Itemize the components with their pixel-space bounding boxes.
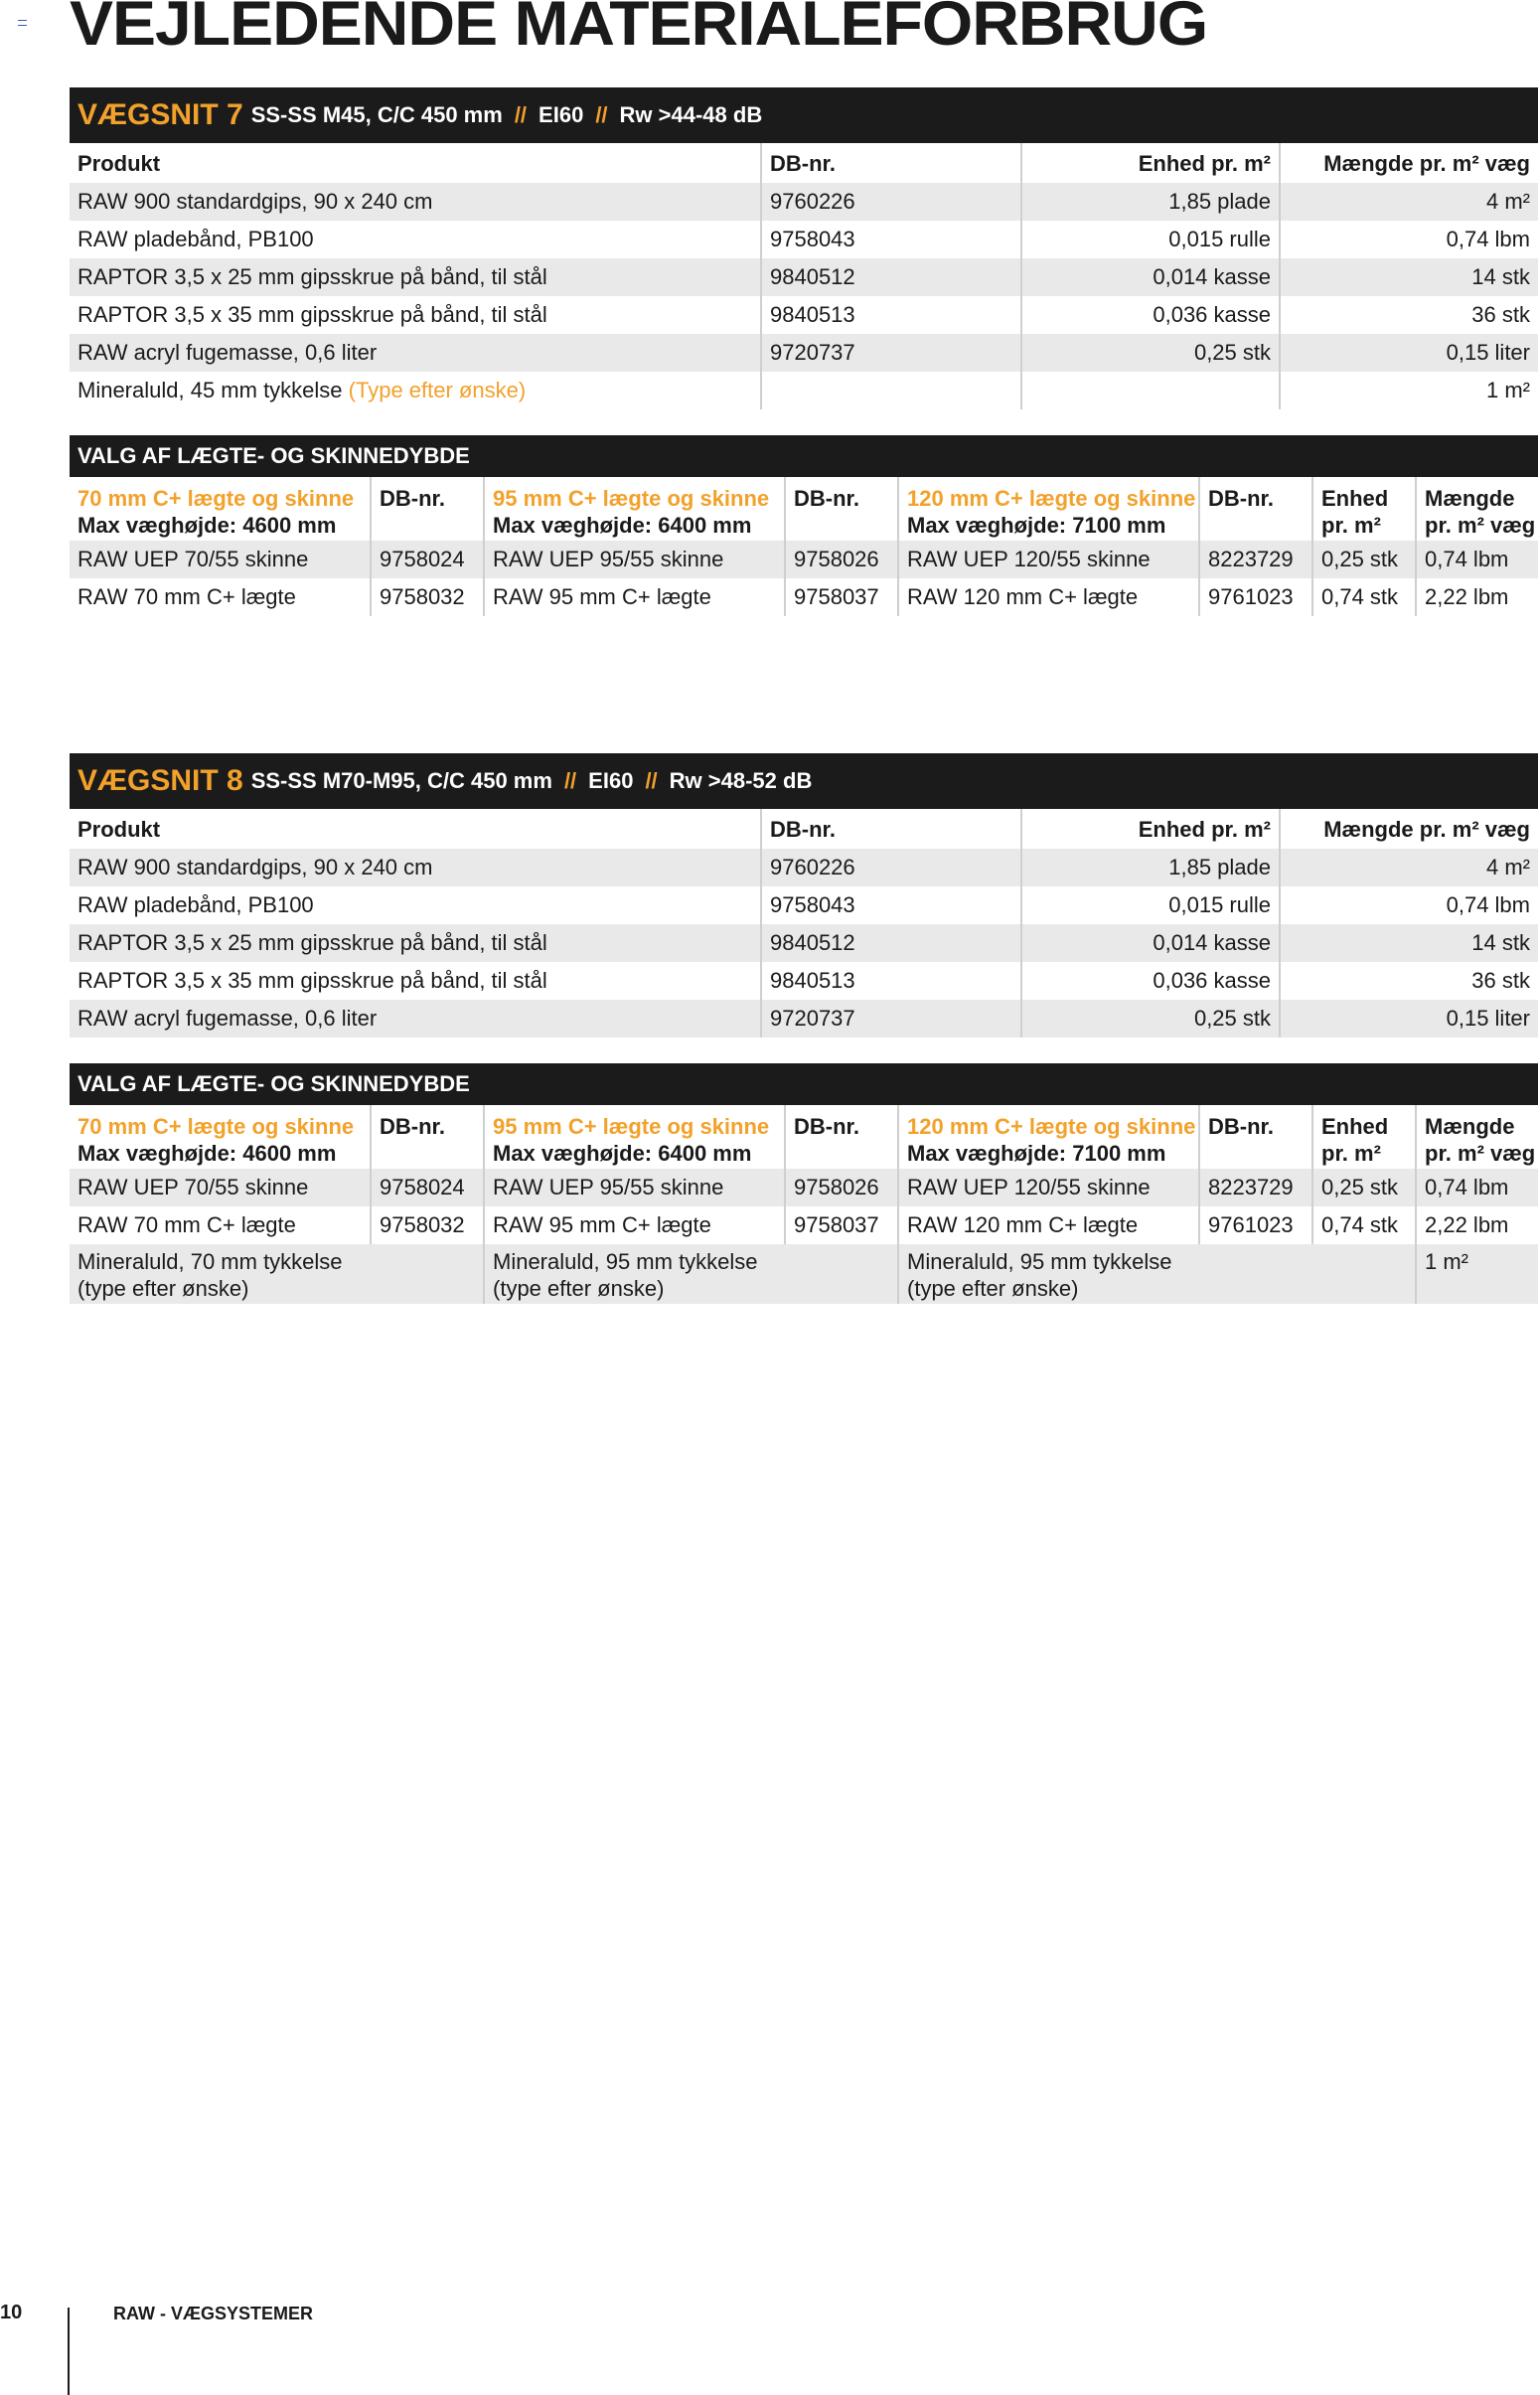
product-cell: RAW UEP 95/55 skinne [484, 541, 785, 578]
product-cell: RAPTOR 3,5 x 25 mm gipsskrue på bånd, til stål [70, 258, 761, 296]
db-nr-header: DB-nr. [371, 478, 484, 541]
quantity-cell: 1 m² [1416, 1244, 1538, 1304]
db-nr-header: DB-nr. [1199, 478, 1312, 541]
column-header: DB-nr. [761, 144, 1021, 183]
valg-header: VALG AF LÆGTE- OG SKINNEDYBDE [70, 1063, 1538, 1105]
product-cell: RAPTOR 3,5 x 35 mm gipsskrue på bånd, til stål [77, 968, 547, 993]
separator: // [645, 768, 658, 793]
table-row [70, 372, 1538, 409]
quantity-cell: 0,74 lbm [1416, 1169, 1538, 1206]
quantity-header [1416, 478, 1538, 541]
mineral-wool-cell [898, 1244, 1416, 1304]
product-cell: RAW UEP 70/55 skinne [70, 541, 371, 578]
page-number: 10 [0, 2302, 23, 2323]
option-max-height: Max væghøjde: 7100 mm [907, 1141, 1166, 1166]
table-row [70, 334, 1538, 372]
product-cell: RAPTOR 3,5 x 25 mm gipsskrue på bånd, til stål [70, 924, 761, 962]
option-label: 70 mm C+ lægte og skinne [77, 1114, 355, 1139]
db-nr-cell: 9840513 [761, 962, 1021, 1000]
section-name: VÆGSNIT 7 [77, 98, 243, 131]
table-header-row [70, 144, 1538, 183]
option-header [484, 1106, 785, 1169]
materials-table [70, 143, 1538, 409]
table-header-row [70, 810, 1538, 849]
db-nr-header: DB-nr. [785, 1106, 898, 1169]
product-cell: RAW UEP 70/55 skinne [70, 1169, 371, 1206]
column-header: Produkt [77, 817, 161, 842]
section-sound-rating: Rw >48-52 dB [669, 768, 813, 793]
footer-label: RAW - VÆGSYSTEMER [113, 2304, 314, 2323]
unit-cell: 0,25 stk [1021, 334, 1280, 372]
section-fire-rating: EI60 [588, 768, 634, 793]
db-nr-cell: 9761023 [1199, 578, 1312, 616]
db-nr-cell: 9840512 [761, 258, 1021, 296]
column-header: Produkt [77, 151, 161, 176]
table-row [70, 886, 1538, 924]
db-nr-cell: 9758032 [371, 1206, 484, 1244]
db-nr-header: DB-nr. [1199, 1106, 1312, 1169]
quantity-cell: 0,15 liter [1280, 334, 1538, 372]
option-header [70, 478, 371, 541]
unit-header [1312, 478, 1416, 541]
quantity-cell: 36 stk [1280, 962, 1538, 1000]
db-nr-cell: 9758043 [761, 221, 1021, 258]
db-nr-cell: 9758024 [371, 1169, 484, 1206]
valg-header-row [70, 1106, 1538, 1169]
db-nr-cell: 9758037 [785, 578, 898, 616]
column-header: DB-nr. [761, 810, 1021, 849]
table-row [70, 924, 1538, 962]
option-label: 120 mm C+ lægte og skinne [907, 1114, 1196, 1139]
option-header [898, 1106, 1199, 1169]
db-nr-header: DB-nr. [785, 478, 898, 541]
mineral-wool-note: (type efter ønske) [493, 1276, 665, 1301]
quantity-cell: 0,74 lbm [1280, 221, 1538, 258]
quantity-cell: 36 stk [1280, 296, 1538, 334]
db-nr-cell: 9760226 [761, 183, 1021, 221]
product-cell: RAW 95 mm C+ lægte [484, 578, 785, 616]
materials-table [70, 809, 1538, 1038]
db-nr-cell: 8223729 [1199, 541, 1312, 578]
unit-header-line: pr. m² [1321, 1141, 1381, 1166]
unit-cell: 0,014 kasse [1021, 258, 1280, 296]
product-cell: RAW acryl fugemasse, 0,6 liter [70, 334, 761, 372]
column-header: Enhed pr. m² [1021, 144, 1280, 183]
product-cell: RAW pladebånd, PB100 [77, 892, 314, 917]
section-sound-rating: Rw >44-48 dB [619, 102, 763, 127]
type-note: (Type efter ønske) [348, 378, 527, 402]
mineral-wool-cell [70, 1244, 484, 1304]
mineral-wool-cell [484, 1244, 898, 1304]
option-max-height: Max væghøjde: 6400 mm [493, 1141, 752, 1166]
quantity-header-line: Mængde [1425, 486, 1515, 511]
unit-cell: 0,036 kasse [1021, 962, 1280, 1000]
table-row [70, 1244, 1538, 1304]
db-nr-cell: 9758026 [785, 1169, 898, 1206]
option-label: 95 mm C+ lægte og skinne [493, 486, 770, 511]
db-nr-cell [761, 372, 1021, 409]
product-cell: RAW 70 mm C+ lægte [77, 584, 296, 609]
table-row [70, 1169, 1538, 1206]
mineral-wool-note: (type efter ønske) [907, 1276, 1079, 1301]
product-cell: RAW acryl fugemasse, 0,6 liter [70, 1000, 761, 1038]
separator: // [595, 102, 608, 127]
db-nr-cell: 8223729 [1199, 1169, 1312, 1206]
unit-cell [1021, 372, 1280, 409]
column-header: Mængde pr. m² væg [1280, 810, 1538, 849]
section-header [70, 753, 1538, 809]
option-label: 95 mm C+ lægte og skinne [493, 1114, 770, 1139]
quantity-cell: 0,15 liter [1280, 1000, 1538, 1038]
db-nr-cell: 9840513 [761, 296, 1021, 334]
unit-cell: 0,015 rulle [1021, 886, 1280, 924]
section-vaegsnit-7 [70, 87, 1538, 616]
option-max-height: Max væghøjde: 6400 mm [493, 513, 752, 538]
unit-cell: 0,25 stk [1021, 1000, 1280, 1038]
unit-cell: 0,25 stk [1312, 541, 1416, 578]
section-spec: SS-SS M70-M95, C/C 450 mm [250, 768, 552, 793]
product-cell: RAW UEP 120/55 skinne [898, 1169, 1199, 1206]
product-cell: RAW 900 standardgips, 90 x 240 cm [70, 849, 761, 886]
quantity-header-line: pr. m² væg [1425, 513, 1536, 538]
db-nr-cell: 9760226 [761, 849, 1021, 886]
product-cell: RAW 95 mm C+ lægte [484, 1206, 785, 1244]
quantity-cell: 14 stk [1280, 258, 1538, 296]
db-nr-cell: 9761023 [1199, 1206, 1312, 1244]
unit-header [1312, 1106, 1416, 1169]
unit-cell: 0,25 stk [1312, 1169, 1416, 1206]
unit-cell: 1,85 plade [1021, 849, 1280, 886]
unit-cell: 0,015 rulle [1021, 221, 1280, 258]
valg-table [70, 1105, 1538, 1304]
footer-divider [68, 2308, 70, 2395]
option-max-height: Max væghøjde: 7100 mm [907, 513, 1166, 538]
product-cell: RAW 900 standardgips, 90 x 240 cm [70, 183, 761, 221]
quantity-header [1416, 1106, 1538, 1169]
quantity-cell: 4 m² [1280, 183, 1538, 221]
separator: // [563, 768, 577, 793]
page-title: VEJLEDENDE MATERIALEFORBRUG [70, 0, 1208, 59]
product-name: Mineraluld, 45 mm tykkelse [77, 378, 349, 402]
quantity-cell: 0,74 lbm [1416, 541, 1538, 578]
valg-header: VALG AF LÆGTE- OG SKINNEDYBDE [70, 435, 1538, 477]
valg-table [70, 477, 1538, 616]
product-cell: RAW 70 mm C+ lægte [77, 1212, 296, 1237]
option-max-height: Max væghøjde: 4600 mm [77, 1141, 337, 1166]
product-cell: RAW UEP 120/55 skinne [898, 541, 1199, 578]
column-header: Enhed pr. m² [1021, 810, 1280, 849]
option-header [898, 478, 1199, 541]
unit-cell: 0,74 stk [1312, 1206, 1416, 1244]
option-label: 120 mm C+ lægte og skinne [907, 486, 1196, 511]
db-nr-cell: 9758043 [761, 886, 1021, 924]
table-row [70, 578, 1538, 616]
option-header [70, 1106, 371, 1169]
unit-header-line: pr. m² [1321, 513, 1381, 538]
unit-cell: 0,014 kasse [1021, 924, 1280, 962]
product-cell: RAPTOR 3,5 x 35 mm gipsskrue på bånd, til stål [77, 302, 547, 327]
table-row [70, 541, 1538, 578]
column-header: Mængde pr. m² væg [1280, 144, 1538, 183]
db-nr-cell: 9720737 [761, 334, 1021, 372]
option-label: 70 mm C+ lægte og skinne [77, 486, 355, 511]
section-spec: SS-SS M45, C/C 450 mm [250, 102, 503, 127]
unit-header-line: Enhed [1321, 486, 1389, 511]
mineral-wool-label: Mineraluld, 95 mm tykkelse [907, 1249, 1172, 1274]
quantity-cell: 2,22 lbm [1416, 578, 1538, 616]
mineral-wool-note: (type efter ønske) [77, 1276, 249, 1301]
quantity-cell: 2,22 lbm [1416, 1206, 1538, 1244]
table-row [70, 296, 1538, 334]
db-nr-cell: 9758026 [785, 541, 898, 578]
quantity-header-line: Mængde [1425, 1114, 1515, 1139]
table-row [70, 849, 1538, 886]
section-name: VÆGSNIT 8 [77, 764, 243, 797]
mineral-wool-label: Mineraluld, 70 mm tykkelse [77, 1249, 343, 1274]
unit-cell: 0,74 stk [1312, 578, 1416, 616]
db-nr-header: DB-nr. [371, 1106, 484, 1169]
product-cell: RAW 120 mm C+ lægte [898, 578, 1199, 616]
table-row [70, 221, 1538, 258]
table-row [70, 183, 1538, 221]
valg-header-row [70, 478, 1538, 541]
option-max-height: Max væghøjde: 4600 mm [77, 513, 337, 538]
product-cell [70, 372, 761, 409]
unit-cell: 1,85 plade [1021, 183, 1280, 221]
product-cell: RAW 120 mm C+ lægte [898, 1206, 1199, 1244]
unit-cell: 0,036 kasse [1021, 296, 1280, 334]
section-fire-rating: EI60 [539, 102, 584, 127]
db-nr-cell: 9758037 [785, 1206, 898, 1244]
quantity-cell: 14 stk [1280, 924, 1538, 962]
product-cell: RAW pladebånd, PB100 [77, 227, 314, 251]
table-row [70, 1206, 1538, 1244]
quantity-cell: 1 m² [1280, 372, 1538, 409]
mineral-wool-label: Mineraluld, 95 mm tykkelse [493, 1249, 758, 1274]
db-nr-cell: 9720737 [761, 1000, 1021, 1038]
table-row [70, 258, 1538, 296]
db-nr-cell: 9840512 [761, 924, 1021, 962]
option-header [484, 478, 785, 541]
table-row [70, 1000, 1538, 1038]
db-nr-cell: 9758032 [371, 578, 484, 616]
quantity-header-line: pr. m² væg [1425, 1141, 1536, 1166]
quantity-cell: 4 m² [1280, 849, 1538, 886]
quantity-cell: 0,74 lbm [1280, 886, 1538, 924]
section-vaegsnit-8 [70, 753, 1538, 1304]
separator: // [514, 102, 528, 127]
db-nr-cell: 9758024 [371, 541, 484, 578]
table-row [70, 962, 1538, 1000]
corner-mark [18, 20, 27, 26]
unit-header-line: Enhed [1321, 1114, 1389, 1139]
product-cell: RAW UEP 95/55 skinne [484, 1169, 785, 1206]
section-header [70, 87, 1538, 143]
